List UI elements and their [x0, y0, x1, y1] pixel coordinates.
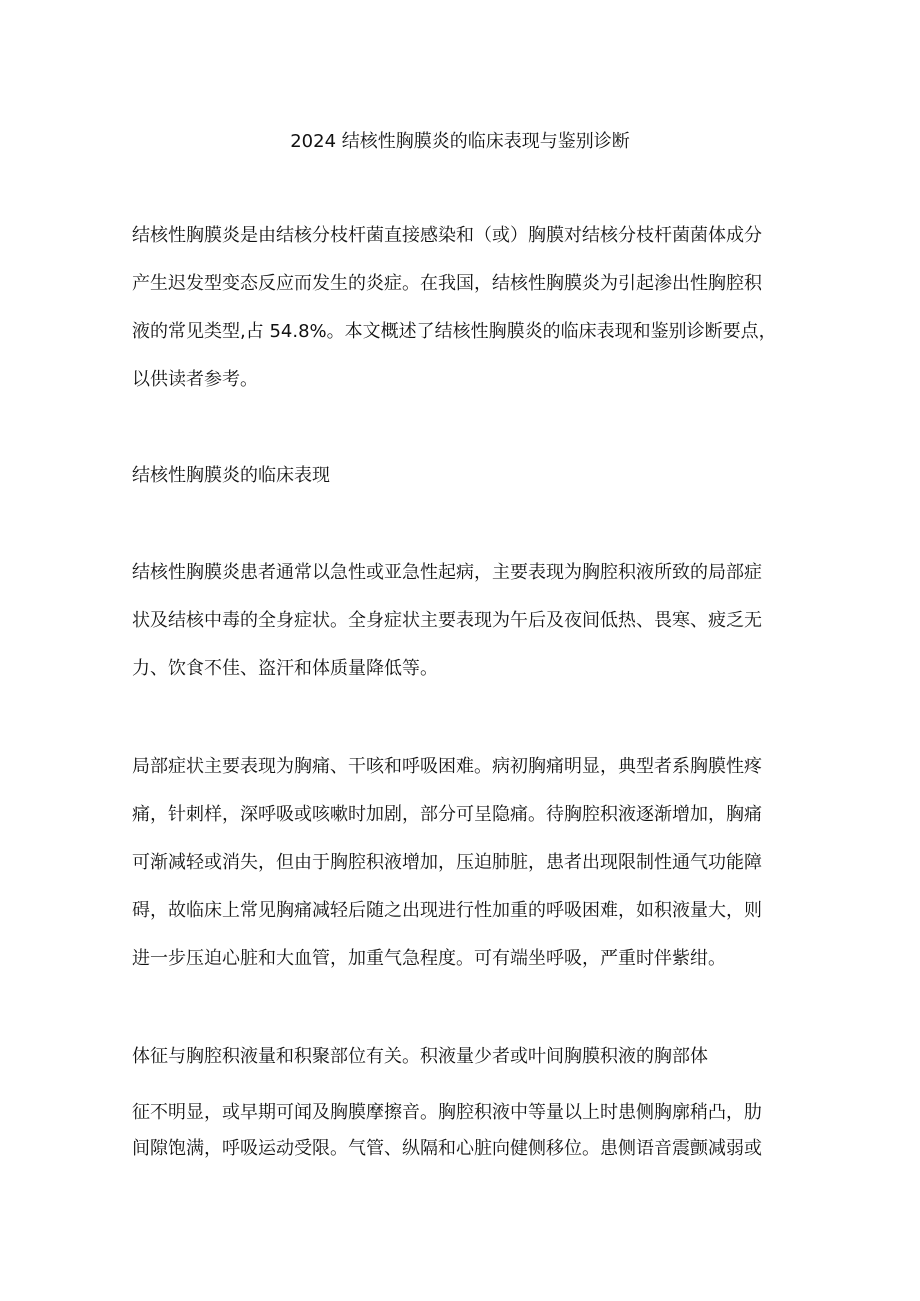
paragraph-line: 局部症状主要表现为胸痛、干咳和呼吸困难。病初胸痛明显，典型者系胸膜性疼	[132, 756, 762, 777]
paragraph-line: 可渐减轻或消失，但由于胸腔积液增加，压迫肺脏，患者出现限制性通气功能障	[132, 852, 762, 873]
paragraph-line: 状及结核中毒的全身症状。全身症状主要表现为午后及夜间低热、畏寒、疲乏无	[132, 610, 762, 631]
paragraph-line: 征不明显，或早期可闻及胸膜摩擦音。胸腔积液中等量以上时患侧胸廓稍凸，肋	[132, 1102, 762, 1123]
section-heading: 结核性胸膜炎的临床表现	[132, 465, 330, 486]
paragraph-line: 间隙饱满，呼吸运动受限。气管、纵隔和心脏向健侧移位。患侧语音震颤减弱或	[132, 1138, 762, 1159]
paragraph-line: 结核性胸膜炎患者通常以急性或亚急性起病，主要表现为胸腔积液所致的局部症	[132, 562, 762, 583]
document-title: 2024 结核性胸膜炎的临床表现与鉴别诊断	[290, 131, 630, 152]
signs-paragraph	[132, 1039, 802, 1167]
local-symptoms-paragraph	[132, 749, 802, 977]
paragraph-line: 痛，针刺样，深呼吸或咳嗽时加剧，部分可呈隐痛。待胸腔积液逐渐增加，胸痛	[132, 804, 762, 825]
paragraph-line: 进一步压迫心脏和大血管，加重气急程度。可有端坐呼吸，严重时伴紫绀。	[132, 948, 726, 969]
paragraph-line: 碍，故临床上常见胸痛减轻后随之出现进行性加重的呼吸困难，如积液量大，则	[132, 900, 762, 921]
paragraph-line: 力、饮食不佳、盗汗和体质量降低等。	[132, 658, 438, 679]
paragraph-line: 产生迟发型变态反应而发生的炎症。在我国，结核性胸膜炎为引起渗出性胸腔积	[132, 273, 762, 294]
paragraph-line: 结核性胸膜炎是由结核分枝杆菌直接感染和（或）胸膜对结核分枝杆菌菌体成分	[132, 225, 762, 246]
paragraph-line: 以供读者参考。	[132, 369, 258, 390]
intro-paragraph	[132, 218, 802, 398]
paragraph-line: 体征与胸腔积液量和积聚部位有关。积液量少者或叶间胸膜积液的胸部体	[132, 1046, 708, 1067]
symptoms-paragraph	[132, 555, 802, 687]
paragraph-line: 液的常见类型,占 54.8%。本文概述了结核性胸膜炎的临床表现和鉴别诊断要点，	[132, 321, 777, 342]
